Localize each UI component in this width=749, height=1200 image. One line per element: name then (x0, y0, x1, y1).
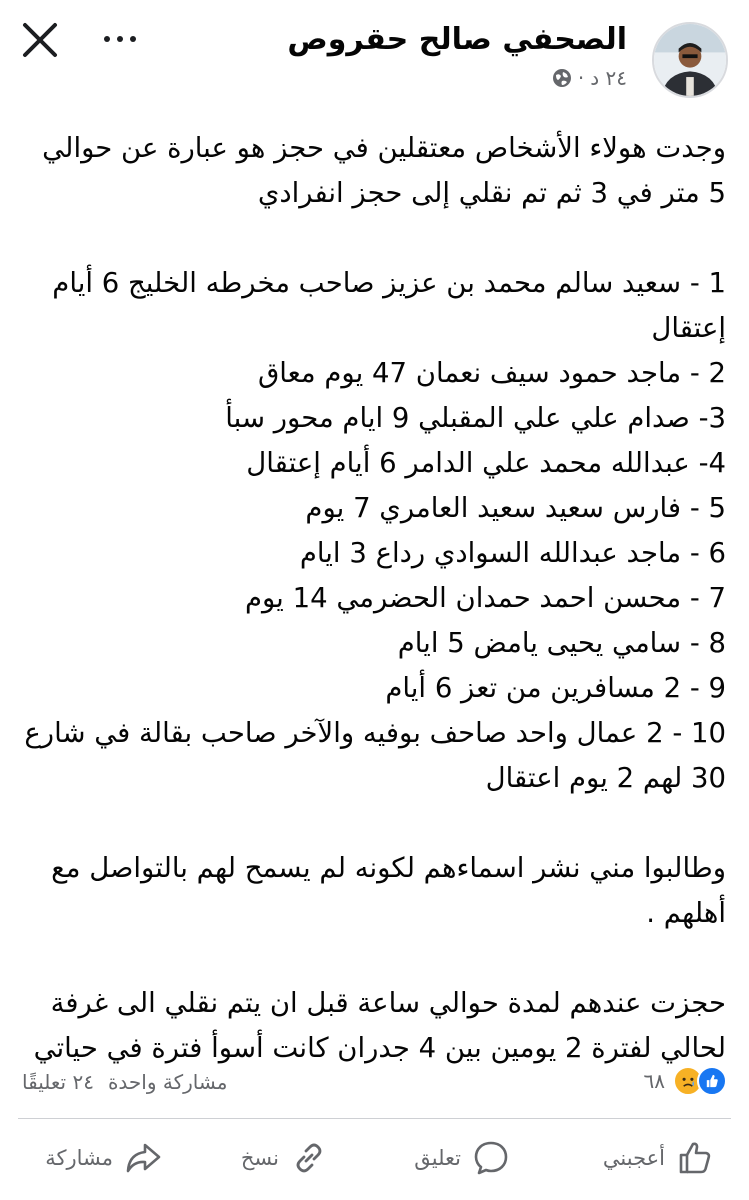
detainee-item: 9 - 2 مسافرين من تعز 6 أيام (385, 672, 726, 704)
post-actions-bar (0, 1128, 749, 1188)
comment-button[interactable] (414, 1136, 511, 1180)
detainee-item: 7 - محسن احمد حمدان الحضرمي 14 يوم (244, 582, 726, 614)
detainee-item: 4- عبدالله محمد علي الدامر 6 أيام إعتقال (246, 447, 726, 479)
thumbs-up-icon (675, 1138, 715, 1178)
stats-counts (22, 1070, 227, 1094)
close-button[interactable] (18, 18, 62, 62)
meta-separator: · (577, 66, 585, 90)
shares-count[interactable]: مشاركة واحدة (107, 1070, 228, 1094)
closing-paragraph: حجزت عندهم لمدة حوالي ساعة قبل ان يتم نقلي الى غرفة لحالي لفترة 2 يومين بين 4 جدران كانت أسوأ فترة في حياتي (33, 987, 726, 1064)
detainee-item: 3- صدام علي علي المقبلي 9 ايام محور سبأ (225, 402, 726, 434)
more-options-button[interactable] (100, 26, 140, 50)
avatar-image (654, 24, 726, 96)
comment-icon (471, 1138, 511, 1178)
request-paragraph: وطالبوا مني نشر اسماءهم لكونه لم يسمح لهم بالتواصل مع أهلهم . (51, 852, 726, 929)
comments-count[interactable]: ٢٤ تعليقًا (22, 1070, 94, 1094)
detainee-item: 5 - فارس سعيد سعيد العامري 7 يوم (305, 492, 726, 524)
like-icon (697, 1066, 727, 1096)
like-label: أعجبني (602, 1146, 665, 1170)
post-header (0, 0, 749, 110)
more-options-icon (104, 36, 110, 42)
close-icon (18, 18, 62, 62)
comment-label: تعليق (414, 1146, 461, 1170)
divider (18, 1118, 731, 1119)
share-button[interactable] (45, 1136, 163, 1180)
author-avatar[interactable] (652, 22, 728, 98)
detainee-item: 1 - سعيد سالم محمد بن عزيز صاحب مخرطه الخليج 6 أيام إعتقال (52, 267, 726, 344)
detainee-item: 6 - ماجد عبدالله السوادي رداع 3 ايام (299, 537, 726, 569)
share-label: مشاركة (45, 1146, 113, 1170)
copy-label: نسخ (240, 1146, 279, 1170)
post-meta (552, 66, 627, 90)
detainee-item: 2 - ماجد حمود سيف نعمان 47 يوم معاق (257, 357, 726, 389)
author-name[interactable]: الصحفي صالح حقروص (287, 22, 627, 57)
detainee-item: 8 - سامي يحيى يامض 5 ايام (397, 627, 726, 659)
post-text (18, 126, 726, 1071)
post-timestamp[interactable]: ٢٤ د (590, 66, 627, 90)
share-icon (123, 1138, 163, 1178)
reaction-count: ٦٨ (643, 1069, 665, 1093)
detainee-item: 10 - 2 عمال واحد صاحف بوفيه والآخر صاحب بقالة في شارع 30 لهم 2 يوم اعتقال (24, 717, 726, 794)
like-button[interactable] (603, 1136, 715, 1180)
link-icon (289, 1138, 329, 1178)
post-intro-line: وجدت هولاء الأشخاص معتقلين في حجز هو عبارة عن حوالي (42, 132, 726, 164)
reactions-summary[interactable] (644, 1066, 727, 1096)
engagement-stats (0, 1062, 749, 1102)
globe-icon (552, 68, 572, 88)
copy-button[interactable] (241, 1136, 329, 1180)
post-intro-line: 5 متر في 3 ثم تم نقلي إلى حجز انفرادي (257, 177, 726, 209)
